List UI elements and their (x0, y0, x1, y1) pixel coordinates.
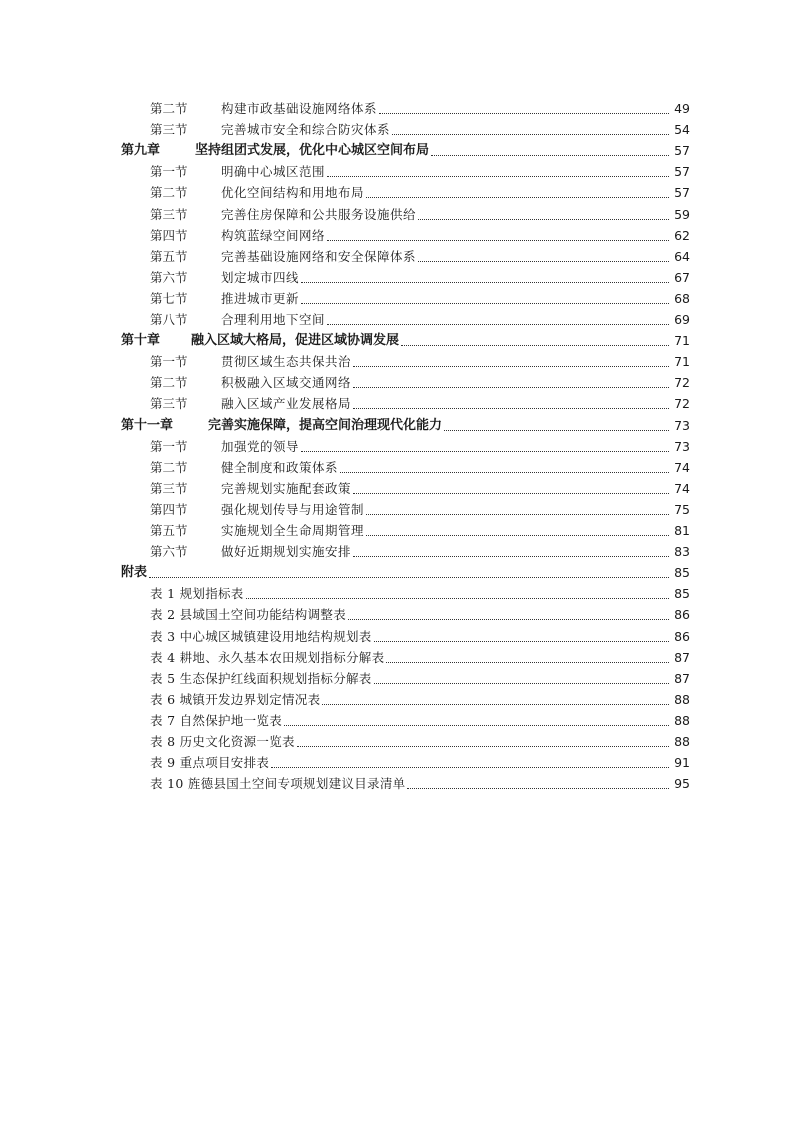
toc-entry-title: 表 4 耕地、永久基本农田规划指标分解表 (150, 649, 385, 665)
toc-page-number: 85 (674, 586, 690, 602)
toc-leader-dots (407, 787, 669, 789)
toc-entry-title: 表 7 自然保护地一览表 (150, 712, 282, 728)
toc-leader-dots (322, 703, 669, 705)
toc-page-number: 95 (674, 776, 690, 792)
toc-leader-dots (301, 302, 669, 304)
toc-section-row[interactable] (0, 518, 800, 539)
toc-section-row[interactable] (0, 265, 800, 286)
toc-table-row[interactable] (0, 771, 800, 792)
toc-entry-number: 第五节 (150, 523, 188, 538)
toc-page-number: 88 (674, 691, 690, 707)
toc-page-number: 57 (674, 185, 690, 201)
toc-page-number: 57 (674, 143, 690, 159)
toc-leader-dots (348, 618, 669, 620)
toc-leader-dots (327, 239, 669, 241)
toc-page-number: 86 (674, 628, 690, 644)
toc-leader-dots (386, 661, 669, 663)
toc-entry-number: 第九章 (121, 143, 161, 159)
toc-page-number: 81 (674, 523, 690, 538)
toc-entry-number: 第二节 (150, 185, 188, 201)
toc-page-number: 87 (674, 649, 690, 665)
toc-section-row[interactable] (0, 307, 800, 328)
toc-leader-dots (327, 175, 669, 177)
toc-section-row[interactable] (0, 476, 800, 497)
toc-entry-number: 第一节 (150, 438, 188, 454)
toc-section-row[interactable] (0, 455, 800, 476)
toc-entry-title: 完善城市安全和综合防灾体系 (221, 122, 391, 138)
toc-entry-title: 构建市政基础设施网络体系 (221, 101, 378, 116)
toc-leader-dots (418, 218, 669, 220)
toc-entry-title: 划定城市四线 (221, 269, 300, 285)
toc-page-number: 69 (674, 312, 690, 327)
toc-entry-title: 坚持组团式发展，优化中心城区空间布局 (195, 143, 430, 159)
toc-section-row[interactable] (0, 223, 800, 244)
toc-entry-title: 表 3 中心城区城镇建设用地结构规划表 (150, 628, 372, 644)
toc-page-number: 62 (674, 227, 690, 243)
toc-entry-title: 融入区域大格局，促进区域协调发展 (191, 333, 400, 349)
toc-leader-dots (366, 513, 669, 515)
toc-table-row[interactable] (0, 729, 800, 750)
toc-page-number: 75 (674, 501, 690, 517)
toc-table-row[interactable] (0, 581, 800, 602)
toc-leader-dots (366, 534, 669, 536)
toc-page-number: 72 (674, 375, 690, 391)
toc-page-number: 73 (674, 417, 690, 433)
toc-leader-dots (246, 597, 669, 599)
toc-entry-number: 第六节 (150, 269, 188, 285)
toc-entry-title: 表 5 生态保护红线面积规划指标分解表 (150, 670, 372, 686)
toc-leader-dots (301, 281, 669, 283)
toc-entry-title: 构筑蓝绿空间网络 (221, 227, 326, 243)
toc-entry-title: 表 2 县域国土空间功能结构调整表 (150, 607, 347, 623)
toc-entry-number: 第三节 (150, 122, 188, 138)
toc-leader-dots (418, 260, 669, 262)
toc-entry-title: 融入区域产业发展格局 (221, 396, 352, 412)
toc-leader-dots (284, 724, 669, 726)
toc-section-row[interactable] (0, 434, 800, 455)
toc-page-number: 54 (674, 122, 690, 138)
toc-chapter-row[interactable] (0, 138, 800, 159)
toc-entry-title: 推进城市更新 (221, 290, 300, 306)
toc-leader-dots (374, 682, 669, 684)
toc-leader-dots (353, 365, 669, 367)
toc-page-number: 85 (674, 565, 690, 581)
toc-leader-dots (271, 766, 669, 768)
toc-section-row[interactable] (0, 180, 800, 201)
toc-entry-title: 表 8 历史文化资源一览表 (150, 734, 295, 749)
toc-table-row[interactable] (0, 750, 800, 771)
toc-table-row[interactable] (0, 666, 800, 687)
toc-page-number: 86 (674, 607, 690, 623)
toc-page-number: 67 (674, 269, 690, 285)
toc-entry-number: 第四节 (150, 227, 188, 243)
toc-leader-dots (392, 133, 669, 135)
toc-page-number: 49 (674, 101, 690, 116)
toc-leader-dots (374, 640, 669, 642)
toc-leader-dots (327, 323, 669, 325)
toc-page-number: 68 (674, 290, 690, 306)
toc-section-row[interactable] (0, 159, 800, 180)
toc-entry-number: 第四节 (150, 501, 188, 517)
toc-section-row[interactable] (0, 391, 800, 412)
toc-entry-number: 第七节 (150, 290, 188, 306)
toc-page-number: 74 (674, 480, 690, 496)
toc-page-number: 71 (674, 333, 690, 349)
toc-chapter-row[interactable] (0, 413, 800, 434)
toc-page-number: 71 (674, 354, 690, 370)
toc-leader-dots (149, 576, 669, 578)
toc-leader-dots (431, 154, 669, 156)
toc-entry-number: 第三节 (150, 206, 188, 222)
toc-leader-dots (379, 112, 669, 114)
toc-leader-dots (301, 450, 669, 452)
toc-entry-number: 第八节 (150, 312, 188, 327)
toc-entry-number: 第一节 (150, 354, 188, 370)
toc-page-number: 87 (674, 670, 690, 686)
toc-entry-title: 加强党的领导 (221, 438, 300, 454)
toc-section-row[interactable] (0, 96, 800, 117)
toc-section-row[interactable] (0, 497, 800, 518)
toc-entry-title: 贯彻区域生态共保共治 (221, 354, 352, 370)
toc-leader-dots (353, 386, 669, 388)
toc-entry-title: 合理利用地下空间 (221, 312, 326, 327)
toc-entry-number: 第三节 (150, 480, 188, 496)
toc-section-row[interactable] (0, 539, 800, 560)
toc-entry-title: 完善实施保障，提高空间治理现代化能力 (208, 417, 443, 433)
toc-entry-title: 表 10 旌德县国土空间专项规划建议目录清单 (150, 776, 406, 792)
toc-page-number: 83 (674, 544, 690, 560)
toc-entry-title: 表 1 规划指标表 (150, 586, 244, 602)
toc-entry-number: 第十一章 (121, 417, 174, 433)
toc-section-row[interactable] (0, 202, 800, 223)
toc-entry-title: 做好近期规划实施安排 (221, 544, 352, 560)
toc-entry-number: 第二节 (150, 375, 188, 391)
toc-chapter-row[interactable] (0, 328, 800, 349)
toc-entry-number: 第二节 (150, 101, 188, 116)
toc-section-row[interactable] (0, 370, 800, 391)
toc-entry-title: 实施规划全生命周期管理 (221, 523, 365, 538)
toc-table-row[interactable] (0, 645, 800, 666)
toc-entry-number: 第一节 (150, 164, 188, 180)
toc-table-row[interactable] (0, 624, 800, 645)
toc-table-row[interactable] (0, 687, 800, 708)
toc-entry-number: 第二节 (150, 459, 188, 475)
toc-entry-title: 明确中心城区范围 (221, 164, 326, 180)
toc-page-number: 91 (674, 755, 690, 771)
toc-entry-title: 表 6 城镇开发边界划定情况表 (150, 691, 321, 707)
toc-entry-title: 完善住房保障和公共服务设施供给 (221, 206, 417, 222)
toc-leader-dots (353, 407, 669, 409)
toc-page-number: 59 (674, 206, 690, 222)
toc-entry-number: 第十章 (121, 333, 161, 349)
toc-leader-dots (353, 492, 669, 494)
toc-leader-dots (353, 555, 669, 557)
toc-entry-title: 表 9 重点项目安排表 (150, 755, 270, 771)
toc-page-number: 88 (674, 712, 690, 728)
toc-page-number: 72 (674, 396, 690, 412)
toc-entry-title: 附表 (121, 565, 148, 581)
toc-section-row[interactable] (0, 286, 800, 307)
toc-entry-title: 强化规划传导与用途管制 (221, 501, 365, 517)
toc-entry-number: 第五节 (150, 248, 188, 264)
toc-leader-dots (444, 429, 669, 431)
toc-leader-dots (366, 196, 669, 198)
toc-section-row[interactable] (0, 349, 800, 370)
toc-entry-title: 健全制度和政策体系 (221, 459, 339, 475)
toc-leader-dots (401, 344, 669, 346)
toc-leader-dots (340, 471, 669, 473)
toc-entry-title: 完善基础设施网络和安全保障体系 (221, 248, 417, 264)
toc-entry-title: 优化空间结构和用地布局 (221, 185, 365, 201)
toc-leader-dots (297, 745, 669, 747)
toc-section-row[interactable] (0, 244, 800, 265)
toc-table-row[interactable] (0, 602, 800, 623)
toc-page-number: 64 (674, 248, 690, 264)
toc-page-number: 88 (674, 734, 690, 749)
toc-entry-number: 第三节 (150, 396, 188, 412)
toc-entry-title: 完善规划实施配套政策 (221, 480, 352, 496)
toc-entry-title: 积极融入区域交通网络 (221, 375, 352, 391)
toc-table-row[interactable] (0, 708, 800, 729)
toc-section-row[interactable] (0, 117, 800, 138)
toc-appendix-row[interactable] (0, 560, 800, 581)
toc-entry-number: 第六节 (150, 544, 188, 560)
toc-page-number: 57 (674, 164, 690, 180)
toc-page-number: 74 (674, 459, 690, 475)
toc-page-number: 73 (674, 438, 690, 454)
